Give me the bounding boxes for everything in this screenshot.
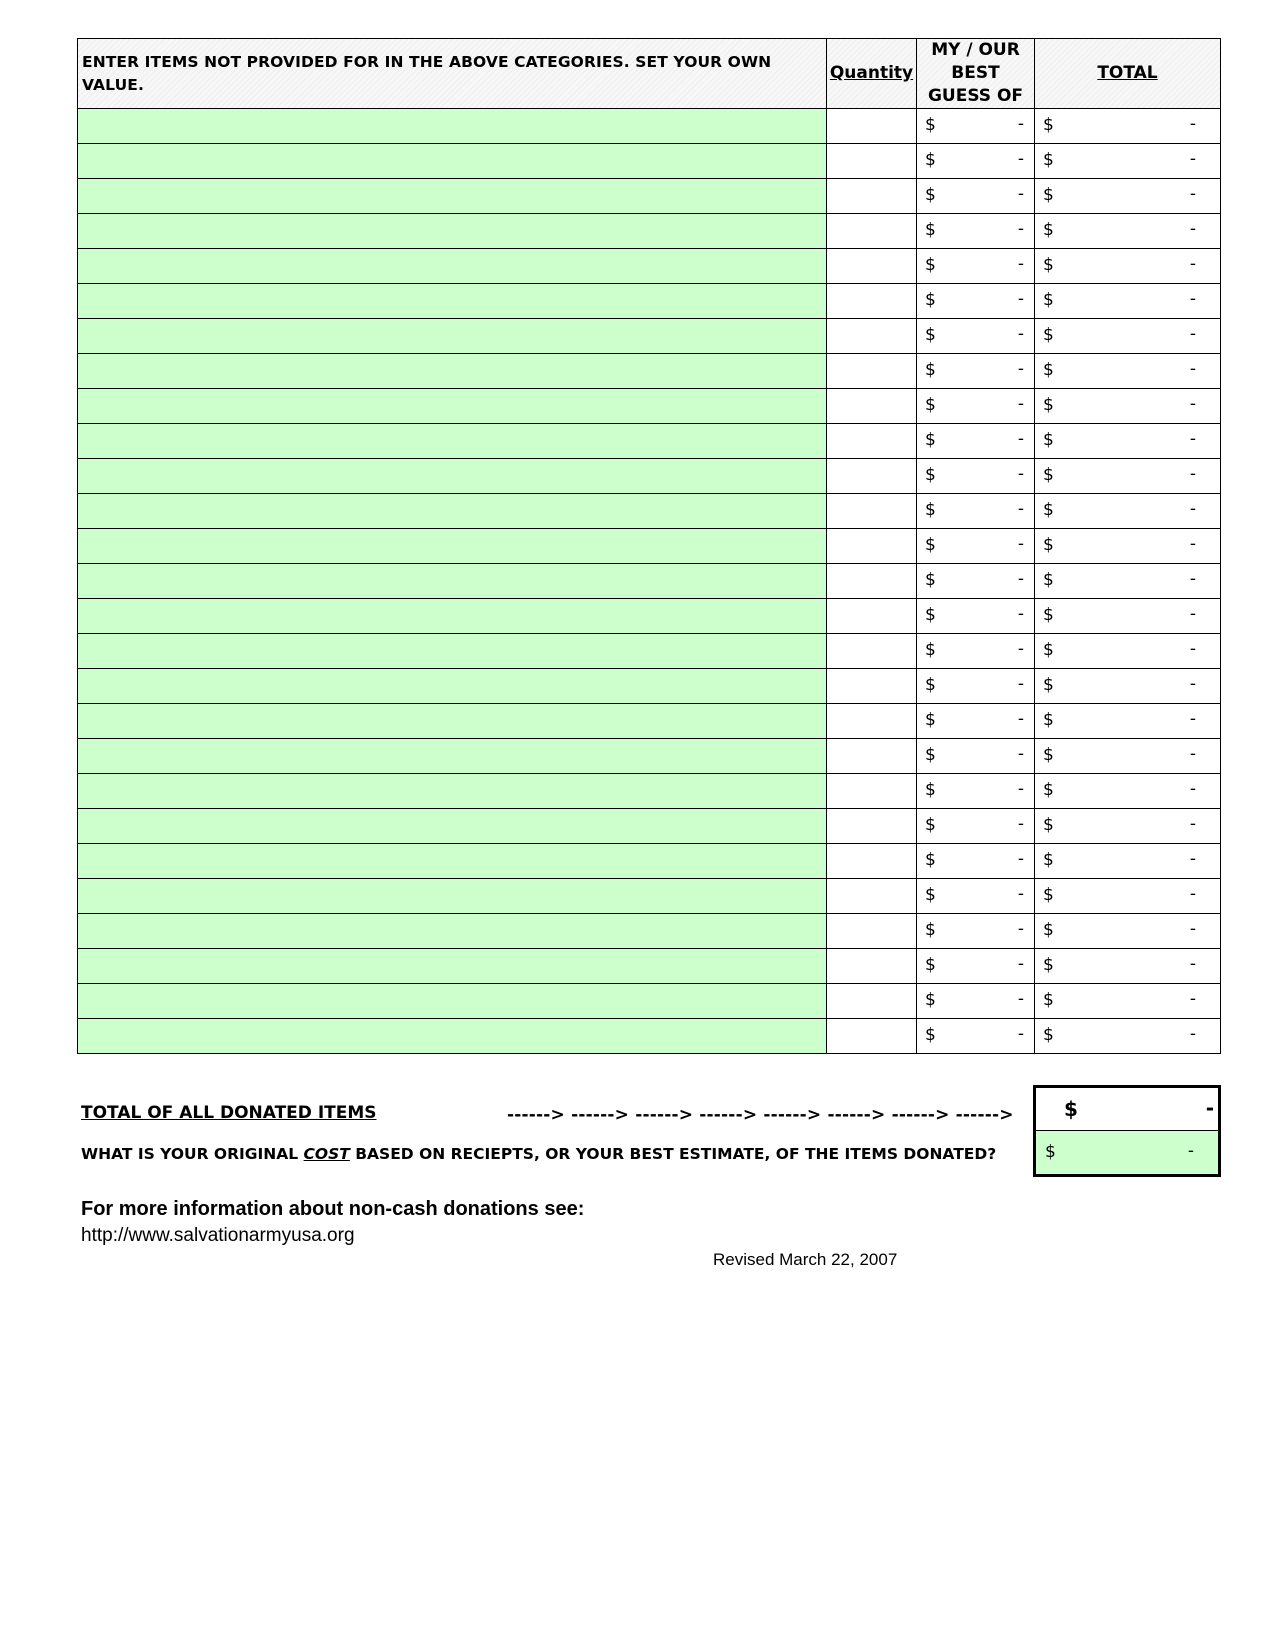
total-row-currency: $	[1043, 535, 1054, 555]
total-row-value: -	[1189, 219, 1196, 239]
guess-currency: $	[925, 150, 936, 170]
total-row-value: -	[1189, 989, 1196, 1009]
item-description-input[interactable]	[78, 669, 827, 704]
table-row	[78, 634, 1221, 669]
item-total-cell	[1035, 249, 1221, 284]
item-description-input[interactable]	[78, 774, 827, 809]
total-row-currency: $	[1043, 850, 1054, 870]
table-row	[78, 389, 1221, 424]
item-total-cell	[1035, 354, 1221, 389]
total-row-currency: $	[1043, 290, 1054, 310]
guess-value: -	[1017, 534, 1024, 554]
table-row	[78, 529, 1221, 564]
item-guess-cell	[917, 459, 1035, 494]
item-guess-cell	[917, 424, 1035, 459]
table-row	[78, 774, 1221, 809]
item-quantity-input[interactable]	[827, 354, 917, 389]
item-total-cell	[1035, 704, 1221, 739]
item-guess-cell	[917, 774, 1035, 809]
guess-value: -	[1017, 359, 1024, 379]
item-quantity-input[interactable]	[827, 879, 917, 914]
item-total-cell	[1035, 634, 1221, 669]
item-quantity-input[interactable]	[827, 494, 917, 529]
total-row-currency: $	[1043, 570, 1054, 590]
total-value: -	[1205, 1096, 1214, 1120]
cost-value: -	[1187, 1141, 1194, 1161]
item-description-input[interactable]	[78, 599, 827, 634]
item-quantity-input[interactable]	[827, 844, 917, 879]
total-row-currency: $	[1043, 185, 1054, 205]
item-description-input[interactable]	[78, 249, 827, 284]
table-row	[78, 494, 1221, 529]
total-row-value: -	[1189, 359, 1196, 379]
item-guess-cell	[917, 144, 1035, 179]
total-row-currency: $	[1043, 220, 1054, 240]
item-total-cell	[1035, 494, 1221, 529]
guess-value: -	[1017, 184, 1024, 204]
item-total-cell	[1035, 844, 1221, 879]
guess-value: -	[1017, 849, 1024, 869]
total-row-currency: $	[1043, 640, 1054, 660]
item-total-cell	[1035, 179, 1221, 214]
total-row-value: -	[1189, 429, 1196, 449]
item-guess-cell	[917, 529, 1035, 564]
guess-value: -	[1017, 639, 1024, 659]
guess-currency: $	[925, 710, 936, 730]
guess-currency: $	[925, 395, 936, 415]
table-row	[78, 844, 1221, 879]
guess-value: -	[1017, 219, 1024, 239]
info-heading: For more information about non-cash donations see:	[81, 1198, 585, 1220]
item-quantity-input[interactable]	[827, 599, 917, 634]
item-guess-cell	[917, 354, 1035, 389]
total-row-currency: $	[1043, 360, 1054, 380]
table-row	[78, 739, 1221, 774]
total-row-value: -	[1189, 114, 1196, 134]
item-guess-cell	[917, 109, 1035, 144]
total-row-value: -	[1189, 149, 1196, 169]
guess-value: -	[1017, 884, 1024, 904]
total-row-currency: $	[1043, 255, 1054, 275]
table-row	[78, 179, 1221, 214]
item-quantity-input[interactable]	[827, 914, 917, 949]
item-total-cell	[1035, 949, 1221, 984]
item-total-cell	[1035, 984, 1221, 1019]
total-row-value: -	[1189, 394, 1196, 414]
item-quantity-input[interactable]	[827, 774, 917, 809]
guess-currency: $	[925, 500, 936, 520]
guess-value: -	[1017, 114, 1024, 134]
total-row-currency: $	[1043, 745, 1054, 765]
table-body	[78, 109, 1221, 1054]
item-total-cell	[1035, 459, 1221, 494]
item-total-cell	[1035, 214, 1221, 249]
item-guess-cell	[917, 494, 1035, 529]
table-row	[78, 284, 1221, 319]
item-quantity-input[interactable]	[827, 109, 917, 144]
table-row	[78, 1019, 1221, 1054]
header-best-guess: MY / OUR BEST GUESS OF	[917, 39, 1035, 109]
guess-value: -	[1017, 744, 1024, 764]
item-quantity-input[interactable]	[827, 739, 917, 774]
total-row-value: -	[1189, 534, 1196, 554]
total-row-currency: $	[1043, 150, 1054, 170]
guess-currency: $	[925, 990, 936, 1010]
guess-currency: $	[925, 605, 936, 625]
total-row-value: -	[1189, 884, 1196, 904]
guess-value: -	[1017, 1024, 1024, 1044]
item-total-cell	[1035, 599, 1221, 634]
guess-currency: $	[925, 815, 936, 835]
item-total-cell	[1035, 564, 1221, 599]
guess-value: -	[1017, 814, 1024, 834]
total-row-value: -	[1189, 744, 1196, 764]
item-description-input[interactable]	[78, 284, 827, 319]
table-row	[78, 424, 1221, 459]
item-description-input[interactable]	[78, 844, 827, 879]
total-currency: $	[1064, 1097, 1078, 1121]
item-description-input[interactable]	[78, 739, 827, 774]
item-description-input[interactable]	[78, 319, 827, 354]
item-description-input[interactable]	[78, 109, 827, 144]
item-quantity-input[interactable]	[827, 424, 917, 459]
item-quantity-input[interactable]	[827, 249, 917, 284]
item-description-input[interactable]	[78, 424, 827, 459]
guess-value: -	[1017, 499, 1024, 519]
total-row-value: -	[1189, 709, 1196, 729]
item-quantity-input[interactable]	[827, 284, 917, 319]
item-description-input[interactable]	[78, 144, 827, 179]
total-donated-value-box	[1033, 1085, 1221, 1133]
item-quantity-input[interactable]	[827, 459, 917, 494]
item-guess-cell	[917, 179, 1035, 214]
guess-value: -	[1017, 954, 1024, 974]
total-row-currency: $	[1043, 710, 1054, 730]
table-row	[78, 214, 1221, 249]
guess-currency: $	[925, 430, 936, 450]
guess-currency: $	[925, 290, 936, 310]
guess-value: -	[1017, 919, 1024, 939]
total-row-currency: $	[1043, 815, 1054, 835]
original-cost-label	[81, 1145, 996, 1163]
guess-currency: $	[925, 955, 936, 975]
guess-currency: $	[925, 780, 936, 800]
guess-currency: $	[925, 885, 936, 905]
guess-currency: $	[925, 465, 936, 485]
total-row-currency: $	[1043, 675, 1054, 695]
table-row	[78, 599, 1221, 634]
table-row	[78, 669, 1221, 704]
guess-currency: $	[925, 535, 936, 555]
item-description-input[interactable]	[78, 809, 827, 844]
item-guess-cell	[917, 914, 1035, 949]
item-quantity-input[interactable]	[827, 389, 917, 424]
guess-currency: $	[925, 115, 936, 135]
table-row	[78, 809, 1221, 844]
header-description: ENTER ITEMS NOT PROVIDED FOR IN THE ABOVE CATEGORIES. SET YOUR OWN VALUE.	[78, 39, 827, 109]
salvation-army-link[interactable]: http://www.salvationarmyusa.org	[81, 1225, 355, 1246]
total-row-currency: $	[1043, 780, 1054, 800]
guess-value: -	[1017, 429, 1024, 449]
guess-currency: $	[925, 360, 936, 380]
cost-label-emphasis: COST	[303, 1145, 350, 1163]
item-quantity-input[interactable]	[827, 809, 917, 844]
total-row-currency: $	[1043, 605, 1054, 625]
total-row-currency: $	[1043, 115, 1054, 135]
item-guess-cell	[917, 284, 1035, 319]
item-guess-cell	[917, 249, 1035, 284]
item-description-input[interactable]	[78, 634, 827, 669]
total-row-value: -	[1189, 254, 1196, 274]
item-guess-cell	[917, 809, 1035, 844]
item-total-cell	[1035, 109, 1221, 144]
item-description-input[interactable]	[78, 459, 827, 494]
item-total-cell	[1035, 914, 1221, 949]
item-guess-cell	[917, 949, 1035, 984]
total-row-value: -	[1189, 184, 1196, 204]
total-row-value: -	[1189, 1024, 1196, 1044]
item-guess-cell	[917, 319, 1035, 354]
total-arrows: ------> ------> ------> ------> ------> ------> ------> ------>	[507, 1105, 1014, 1125]
item-guess-cell	[917, 844, 1035, 879]
item-description-input[interactable]	[78, 1019, 827, 1054]
item-guess-cell	[917, 599, 1035, 634]
cost-label-start: WHAT IS YOUR ORIGINAL	[81, 1145, 304, 1163]
total-row-value: -	[1189, 919, 1196, 939]
item-total-cell	[1035, 319, 1221, 354]
guess-value: -	[1017, 254, 1024, 274]
item-quantity-input[interactable]	[827, 704, 917, 739]
item-total-cell	[1035, 809, 1221, 844]
item-description-input[interactable]	[78, 529, 827, 564]
table-row	[78, 914, 1221, 949]
item-quantity-input[interactable]	[827, 949, 917, 984]
table-row	[78, 704, 1221, 739]
total-row-value: -	[1189, 604, 1196, 624]
item-guess-cell	[917, 564, 1035, 599]
item-quantity-input[interactable]	[827, 214, 917, 249]
item-guess-cell	[917, 704, 1035, 739]
total-row-value: -	[1189, 674, 1196, 694]
guess-value: -	[1017, 149, 1024, 169]
item-total-cell	[1035, 739, 1221, 774]
item-total-cell	[1035, 144, 1221, 179]
item-guess-cell	[917, 739, 1035, 774]
total-row-currency: $	[1043, 990, 1054, 1010]
total-row-currency: $	[1043, 395, 1054, 415]
item-quantity-input[interactable]	[827, 669, 917, 704]
item-guess-cell	[917, 634, 1035, 669]
table-row	[78, 564, 1221, 599]
item-quantity-input[interactable]	[827, 634, 917, 669]
total-row-value: -	[1189, 779, 1196, 799]
total-row-value: -	[1189, 849, 1196, 869]
item-description-input[interactable]	[78, 354, 827, 389]
item-description-input[interactable]	[78, 179, 827, 214]
guess-currency: $	[925, 745, 936, 765]
guess-value: -	[1017, 464, 1024, 484]
total-row-currency: $	[1043, 325, 1054, 345]
total-row-currency: $	[1043, 430, 1054, 450]
item-description-input[interactable]	[78, 494, 827, 529]
guess-currency: $	[925, 255, 936, 275]
total-row-value: -	[1189, 324, 1196, 344]
item-guess-cell	[917, 389, 1035, 424]
total-row-currency: $	[1043, 885, 1054, 905]
guess-value: -	[1017, 569, 1024, 589]
table-row	[78, 984, 1221, 1019]
revised-date: Revised March 22, 2007	[713, 1250, 898, 1269]
total-row-currency: $	[1043, 500, 1054, 520]
table-row	[78, 249, 1221, 284]
guess-value: -	[1017, 674, 1024, 694]
guess-currency: $	[925, 570, 936, 590]
total-row-value: -	[1189, 464, 1196, 484]
guess-value: -	[1017, 324, 1024, 344]
item-total-cell	[1035, 774, 1221, 809]
guess-value: -	[1017, 289, 1024, 309]
table-row	[78, 949, 1221, 984]
total-row-value: -	[1189, 814, 1196, 834]
item-guess-cell	[917, 879, 1035, 914]
total-row-value: -	[1189, 954, 1196, 974]
total-donated-label: TOTAL OF ALL DONATED ITEMS	[81, 1103, 377, 1123]
item-description-input[interactable]	[78, 564, 827, 599]
item-quantity-input[interactable]	[827, 984, 917, 1019]
donation-items-table	[77, 38, 1221, 1054]
item-description-input[interactable]	[78, 389, 827, 424]
total-row-currency: $	[1043, 1025, 1054, 1045]
item-quantity-input[interactable]	[827, 529, 917, 564]
guess-currency: $	[925, 325, 936, 345]
guess-value: -	[1017, 779, 1024, 799]
cost-currency: $	[1045, 1142, 1056, 1162]
item-guess-cell	[917, 984, 1035, 1019]
item-description-input[interactable]	[78, 214, 827, 249]
item-description-input[interactable]	[78, 914, 827, 949]
item-total-cell	[1035, 529, 1221, 564]
guess-currency: $	[925, 640, 936, 660]
total-row-value: -	[1189, 639, 1196, 659]
table-row	[78, 459, 1221, 494]
item-total-cell	[1035, 1019, 1221, 1054]
item-quantity-input[interactable]	[827, 179, 917, 214]
table-row	[78, 879, 1221, 914]
item-quantity-input[interactable]	[827, 564, 917, 599]
total-row-currency: $	[1043, 955, 1054, 975]
item-total-cell	[1035, 879, 1221, 914]
guess-value: -	[1017, 989, 1024, 1009]
guess-currency: $	[925, 1025, 936, 1045]
cost-label-end: BASED ON RECIEPTS, OR YOUR BEST ESTIMATE, OF THE ITEMS DONATED?	[349, 1145, 997, 1163]
item-guess-cell	[917, 1019, 1035, 1054]
total-row-currency: $	[1043, 920, 1054, 940]
item-total-cell	[1035, 284, 1221, 319]
guess-value: -	[1017, 394, 1024, 414]
item-total-cell	[1035, 389, 1221, 424]
header-total: TOTAL	[1035, 39, 1221, 109]
guess-currency: $	[925, 185, 936, 205]
header-quantity: Quantity	[827, 39, 917, 109]
table-header-row	[78, 39, 1221, 109]
item-description-input[interactable]	[78, 949, 827, 984]
item-guess-cell	[917, 214, 1035, 249]
table-row	[78, 109, 1221, 144]
table-row	[78, 354, 1221, 389]
item-quantity-input[interactable]	[827, 144, 917, 179]
table-row	[78, 144, 1221, 179]
total-row-value: -	[1189, 569, 1196, 589]
item-total-cell	[1035, 424, 1221, 459]
guess-value: -	[1017, 709, 1024, 729]
item-guess-cell	[917, 669, 1035, 704]
table-row	[78, 319, 1221, 354]
guess-value: -	[1017, 604, 1024, 624]
guess-currency: $	[925, 675, 936, 695]
guess-currency: $	[925, 220, 936, 240]
total-row-value: -	[1189, 289, 1196, 309]
item-description-input[interactable]	[78, 704, 827, 739]
item-quantity-input[interactable]	[827, 319, 917, 354]
total-row-value: -	[1189, 499, 1196, 519]
guess-currency: $	[925, 850, 936, 870]
original-cost-input[interactable]	[1033, 1130, 1221, 1177]
item-total-cell	[1035, 669, 1221, 704]
total-row-currency: $	[1043, 465, 1054, 485]
item-description-input[interactable]	[78, 984, 827, 1019]
guess-currency: $	[925, 920, 936, 940]
item-description-input[interactable]	[78, 879, 827, 914]
item-quantity-input[interactable]	[827, 1019, 917, 1054]
